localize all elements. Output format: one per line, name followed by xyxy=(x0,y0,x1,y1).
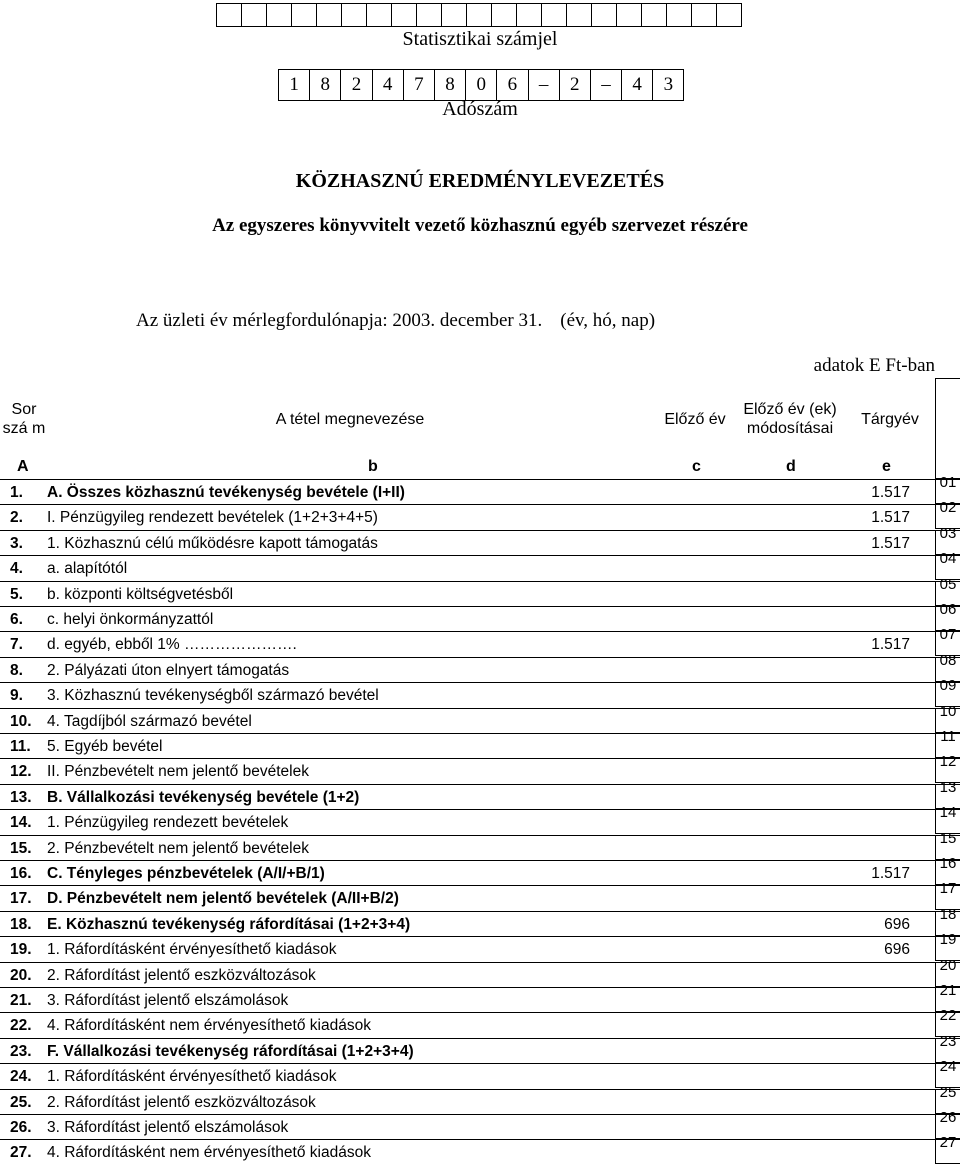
balance-date: Az üzleti év mérlegfordulónapja: 2003. december 31. xyxy=(136,310,543,331)
row-code: 15 xyxy=(939,829,957,847)
row-label: 4. Tagdíjból származó bevétel xyxy=(47,712,252,730)
row-code: 11 xyxy=(940,728,956,745)
table-row xyxy=(0,657,935,682)
row-number: 8. xyxy=(10,661,23,679)
table-row xyxy=(0,1063,935,1088)
table-row xyxy=(0,911,935,936)
row-code: 04 xyxy=(939,550,957,568)
table-row xyxy=(0,885,935,910)
row-number: 16. xyxy=(10,865,32,882)
balance-date-line xyxy=(136,310,655,332)
column-letter-c: c xyxy=(692,458,701,475)
row-current-year-value: 696 xyxy=(884,915,910,933)
row-label: 2. Pénzbevételt nem jelentő bevételek xyxy=(47,839,309,857)
tax-digit-box: 0 xyxy=(466,70,497,100)
units-note: adatok E Ft-ban xyxy=(813,355,935,376)
column-header-item-name: A tétel megnevezése xyxy=(275,410,425,428)
tax-digit-box: 2 xyxy=(341,70,372,100)
row-code: 10 xyxy=(939,702,957,720)
table-row xyxy=(0,962,935,987)
row-number: 23. xyxy=(10,1042,32,1060)
row-current-year-value: 1.517 xyxy=(871,484,910,501)
row-label: c. helyi önkormányzattól xyxy=(47,611,214,628)
row-number: 4. xyxy=(10,560,23,578)
row-label: II. Pénzbevételt nem jelentő bevételek xyxy=(47,763,309,781)
column-letter-d: d xyxy=(786,458,796,475)
row-label: 2. Pályázati úton elnyert támogatás xyxy=(47,661,290,679)
row-code: 17 xyxy=(939,880,957,898)
table-row xyxy=(0,1139,935,1164)
row-label: I. Pénzügyileg rendezett bevételek (1+2+3+4+5) xyxy=(47,509,378,527)
row-code: 26 xyxy=(939,1109,957,1126)
row-number: 7. xyxy=(10,636,23,654)
table-row xyxy=(0,758,935,783)
row-label: 2. Ráfordítást jelentő eszközváltozások xyxy=(47,966,316,984)
code-column-header-cell xyxy=(935,378,960,479)
tax-digit-box: 4 xyxy=(373,70,404,100)
tax-number-boxes xyxy=(278,69,684,101)
row-code: 22 xyxy=(939,1007,957,1025)
row-number: 21. xyxy=(10,992,32,1009)
row-current-year-value: 1.517 xyxy=(871,636,910,654)
tax-digit-box: 8 xyxy=(435,70,466,100)
row-current-year-value: 1.517 xyxy=(871,509,910,527)
page-subtitle: Az egyszeres könyvvitelt vezető közhasznú egyéb szervezet részére xyxy=(212,215,748,236)
table-row xyxy=(0,860,935,885)
row-code: 14 xyxy=(939,804,957,822)
tax-digit-box: – xyxy=(529,70,560,100)
row-number: 27. xyxy=(10,1144,32,1162)
row-current-year-value: 1.517 xyxy=(871,865,910,882)
row-label: C. Tényleges pénzbevételek (A/I/+B/1) xyxy=(47,865,325,882)
table-row xyxy=(0,581,935,606)
row-number: 10. xyxy=(10,712,32,730)
row-code: 01 xyxy=(939,474,957,491)
table-row xyxy=(0,708,935,733)
row-code: 21 xyxy=(939,982,957,999)
row-code: 02 xyxy=(939,499,957,517)
column-letter-a: A xyxy=(17,458,29,475)
row-code: 09 xyxy=(939,677,957,695)
row-code: 16 xyxy=(939,855,957,872)
row-label: 1. Közhasznú célú működésre kapott támogatás xyxy=(47,534,378,552)
table-row xyxy=(0,784,935,809)
row-label: E. Közhasznú tevékenység ráfordításai (1+2+3+4) xyxy=(47,915,411,933)
statistical-code-boxes xyxy=(216,3,742,27)
row-label: D. Pénzbevételt nem jelentő bevételek (A/II+B/2) xyxy=(47,890,399,908)
row-label: 5. Egyéb bevétel xyxy=(47,738,163,755)
row-number: 12. xyxy=(10,763,32,781)
row-number: 13. xyxy=(10,788,32,806)
column-letter-e: e xyxy=(882,458,891,475)
row-code: 06 xyxy=(939,601,957,618)
row-label: A. Összes közhasznú tevékenység bevétele (I+II) xyxy=(47,484,405,501)
row-code: 05 xyxy=(939,575,957,593)
table-row xyxy=(0,936,935,961)
table-row xyxy=(0,1114,935,1139)
row-number: 22. xyxy=(10,1017,32,1035)
tax-number-label: Adószám xyxy=(442,98,518,120)
row-label: F. Vállalkozási tevékenység ráfordításai (1+2+3+4) xyxy=(47,1042,414,1060)
row-label: 3. Közhasznú tevékenységből származó bevétel xyxy=(47,687,379,705)
row-number: 15. xyxy=(10,839,32,857)
row-code: 18 xyxy=(939,905,957,923)
row-number: 9. xyxy=(10,687,23,705)
table-row xyxy=(0,530,935,555)
row-number: 11. xyxy=(10,738,31,755)
row-code: 12 xyxy=(939,753,957,771)
tax-digit-box: 6 xyxy=(497,70,528,100)
row-label: 4. Ráfordításként nem érvényesíthető kiadások xyxy=(47,1144,371,1162)
column-letter-b: b xyxy=(368,458,378,475)
statistical-code-label: Statisztikai számjel xyxy=(402,28,558,50)
table-row xyxy=(0,1089,935,1114)
row-number: 19. xyxy=(10,941,32,959)
column-header-previous-year: Előző év xyxy=(664,410,726,428)
row-number: 2. xyxy=(10,509,23,527)
tax-digit-box: 7 xyxy=(404,70,435,100)
tax-digit-box: 1 xyxy=(279,70,310,100)
page-title: KÖZHASZNÚ EREDMÉNYLEVEZETÉS xyxy=(295,170,665,192)
row-number: 24. xyxy=(10,1068,32,1086)
row-number: 14. xyxy=(10,814,32,832)
table-row xyxy=(0,809,935,834)
row-code: 19 xyxy=(939,931,957,949)
row-number: 26. xyxy=(10,1119,32,1136)
row-label: 1. Ráfordításként érvényesíthető kiadások xyxy=(47,1068,337,1086)
row-number: 3. xyxy=(10,534,23,552)
row-number: 1. xyxy=(10,484,23,501)
row-code: 27 xyxy=(939,1134,957,1152)
column-header-current-year: Tárgyév xyxy=(861,410,919,428)
tax-digit-box: 8 xyxy=(310,70,341,100)
row-current-year-value: 1.517 xyxy=(871,534,910,552)
table-row xyxy=(0,987,935,1012)
table-row xyxy=(0,1038,935,1063)
table-row xyxy=(0,479,935,504)
tax-digit-box: 2 xyxy=(560,70,591,100)
row-number: 18. xyxy=(10,915,32,933)
row-code: 25 xyxy=(939,1083,957,1101)
row-label: 4. Ráfordításként nem érvényesíthető kiadások xyxy=(47,1017,371,1035)
row-code: 13 xyxy=(939,778,957,796)
tax-digit-box: – xyxy=(591,70,622,100)
row-number: 5. xyxy=(10,585,23,603)
row-code-cell xyxy=(935,1134,960,1164)
row-number: 17. xyxy=(10,890,32,908)
row-label: 1. Pénzügyileg rendezett bevételek xyxy=(47,814,289,832)
column-header-row-number: Sor szá m xyxy=(2,401,46,437)
tax-digit-box: 4 xyxy=(622,70,653,100)
table-row xyxy=(0,682,935,707)
row-label: 3. Ráfordítást jelentő elszámolások xyxy=(47,992,289,1009)
row-label: b. központi költségvetésből xyxy=(47,585,234,603)
tax-digit-box: 3 xyxy=(653,70,684,100)
row-label: 2. Ráfordítást jelentő eszközváltozások xyxy=(47,1093,316,1111)
row-code: 24 xyxy=(939,1058,957,1076)
row-current-year-value: 696 xyxy=(884,941,910,959)
row-label: d. egyéb, ebből 1% …………………. xyxy=(47,636,297,654)
row-number: 20. xyxy=(10,966,32,984)
row-code: 03 xyxy=(939,524,957,542)
row-code: 07 xyxy=(939,626,957,644)
row-label: 3. Ráfordítást jelentő elszámolások xyxy=(47,1119,289,1136)
table-row xyxy=(0,555,935,580)
table-row xyxy=(0,733,935,758)
table-row xyxy=(0,835,935,860)
table-row xyxy=(0,504,935,529)
row-code: 23 xyxy=(939,1032,957,1050)
table-row xyxy=(0,606,935,631)
row-label: B. Vállalkozási tevékenység bevétele (1+2) xyxy=(47,788,360,806)
row-code: 20 xyxy=(939,956,957,974)
table-row xyxy=(0,1012,935,1037)
row-label: a. alapítótól xyxy=(47,560,128,578)
row-label: 1. Ráfordításként érvényesíthető kiadások xyxy=(47,941,337,959)
row-number: 6. xyxy=(10,611,23,628)
table-row xyxy=(0,631,935,656)
date-format-hint: (év, hó, nap) xyxy=(560,310,656,331)
column-header-prev-modifications: Előző év (ek) módosításai xyxy=(743,401,837,437)
row-number: 25. xyxy=(10,1093,32,1111)
row-code: 08 xyxy=(939,651,957,669)
